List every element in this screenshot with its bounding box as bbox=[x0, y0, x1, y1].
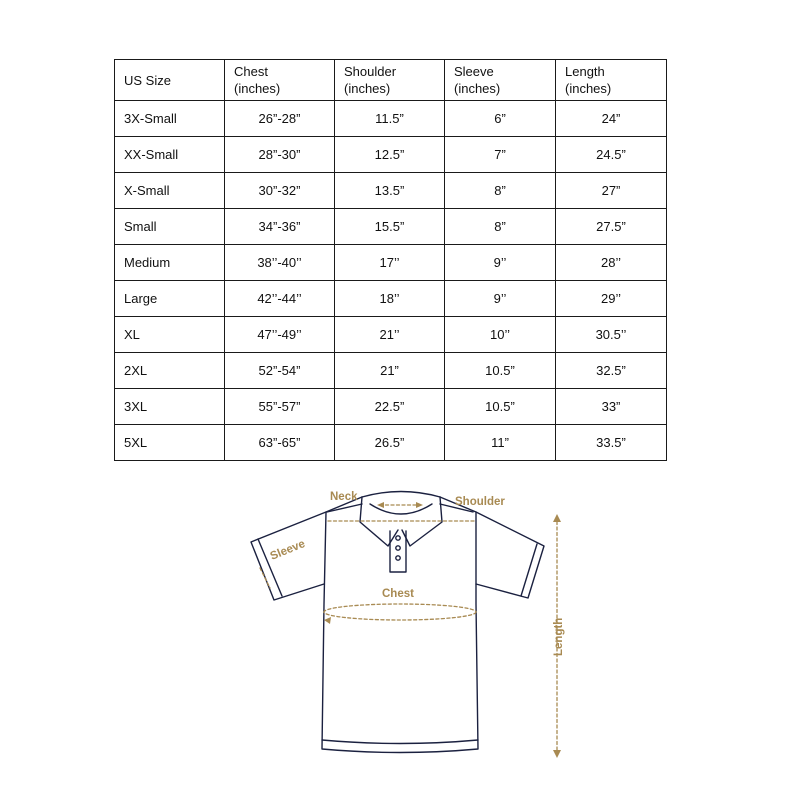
cell-sleeve: 11” bbox=[445, 425, 556, 461]
length-arrow-bottom bbox=[553, 750, 561, 758]
cell-length: 28’’ bbox=[556, 245, 667, 281]
header-chest: Chest (inches) bbox=[225, 60, 335, 101]
header-sleeve: Sleeve (inches) bbox=[445, 60, 556, 101]
cell-length: 32.5” bbox=[556, 353, 667, 389]
cell-length: 27.5” bbox=[556, 209, 667, 245]
sleeve-measure-line bbox=[260, 568, 270, 588]
length-arrow-top bbox=[553, 514, 561, 522]
cell-length: 24.5” bbox=[556, 137, 667, 173]
chest-arrow-left bbox=[324, 617, 331, 624]
neck-arrow-left bbox=[377, 502, 384, 508]
cell-chest: 55”-57” bbox=[225, 389, 335, 425]
cell-chest: 52”-54” bbox=[225, 353, 335, 389]
cell-size: Small bbox=[115, 209, 225, 245]
cell-size: 5XL bbox=[115, 425, 225, 461]
table-header-row bbox=[115, 60, 667, 101]
cell-sleeve: 10’’ bbox=[445, 317, 556, 353]
table-row-small bbox=[115, 209, 667, 245]
cell-size: 3XL bbox=[115, 389, 225, 425]
cell-size: Large bbox=[115, 281, 225, 317]
cell-length: 30.5’’ bbox=[556, 317, 667, 353]
table-row-xx-small bbox=[115, 137, 667, 173]
cell-sleeve: 9’’ bbox=[445, 281, 556, 317]
cell-shoulder: 18’’ bbox=[335, 281, 445, 317]
shirt-shoulder-seam-left bbox=[327, 504, 362, 512]
button-1 bbox=[396, 536, 400, 540]
cell-shoulder: 17’’ bbox=[335, 245, 445, 281]
cell-shoulder: 11.5” bbox=[335, 101, 445, 137]
right-sleeve-cuff bbox=[521, 544, 537, 596]
cell-shoulder: 15.5” bbox=[335, 209, 445, 245]
cell-size: XX-Small bbox=[115, 137, 225, 173]
collar-back bbox=[362, 492, 440, 498]
cell-chest: 26”-28” bbox=[225, 101, 335, 137]
table-row-xl bbox=[115, 317, 667, 353]
cell-shoulder: 21’’ bbox=[335, 317, 445, 353]
cell-length: 33.5” bbox=[556, 425, 667, 461]
cell-sleeve: 6” bbox=[445, 101, 556, 137]
table-row-x-small bbox=[115, 173, 667, 209]
cell-shoulder: 22.5” bbox=[335, 389, 445, 425]
polo-shirt-diagram bbox=[240, 484, 580, 770]
table-row-2xl bbox=[115, 353, 667, 389]
cell-length: 24” bbox=[556, 101, 667, 137]
cell-chest: 38’’-40’’ bbox=[225, 245, 335, 281]
shirt-hem-line bbox=[322, 740, 478, 744]
cell-size: X-Small bbox=[115, 173, 225, 209]
cell-sleeve: 10.5” bbox=[445, 389, 556, 425]
cell-shoulder: 12.5” bbox=[335, 137, 445, 173]
cell-sleeve: 10.5” bbox=[445, 353, 556, 389]
cell-sleeve: 8” bbox=[445, 209, 556, 245]
table-row-large bbox=[115, 281, 667, 317]
cell-chest: 47’’-49’’ bbox=[225, 317, 335, 353]
header-length: Length (inches) bbox=[556, 60, 667, 101]
size-rows bbox=[115, 101, 667, 461]
cell-chest: 42’’-44’’ bbox=[225, 281, 335, 317]
shoulder-label: Shoulder bbox=[455, 496, 505, 508]
placket bbox=[390, 531, 406, 572]
table-row-3x-small bbox=[115, 101, 667, 137]
shirt-body-outline bbox=[322, 497, 478, 753]
cell-sleeve: 7” bbox=[445, 137, 556, 173]
cell-size: 3X-Small bbox=[115, 101, 225, 137]
cell-chest: 63”-65” bbox=[225, 425, 335, 461]
neck-label: Neck bbox=[330, 491, 358, 503]
cell-size: Medium bbox=[115, 245, 225, 281]
cell-shoulder: 13.5” bbox=[335, 173, 445, 209]
header-us-size: US Size bbox=[115, 60, 225, 101]
table-row-medium bbox=[115, 245, 667, 281]
cell-shoulder: 26.5” bbox=[335, 425, 445, 461]
sleeve-label: Sleeve bbox=[268, 537, 307, 563]
cell-chest: 34”-36” bbox=[225, 209, 335, 245]
cell-size: XL bbox=[115, 317, 225, 353]
table-row-3xl bbox=[115, 389, 667, 425]
cell-size: 2XL bbox=[115, 353, 225, 389]
button-2 bbox=[396, 546, 400, 550]
size-chart-table bbox=[114, 59, 667, 461]
button-3 bbox=[396, 556, 400, 560]
length-label: Length bbox=[553, 617, 565, 656]
cell-sleeve: 8” bbox=[445, 173, 556, 209]
cell-length: 29’’ bbox=[556, 281, 667, 317]
table-row-5xl bbox=[115, 425, 667, 461]
neck-arrow-right bbox=[416, 502, 423, 508]
cell-length: 33” bbox=[556, 389, 667, 425]
cell-shoulder: 21” bbox=[335, 353, 445, 389]
header-shoulder: Shoulder (inches) bbox=[335, 60, 445, 101]
cell-chest: 30”-32” bbox=[225, 173, 335, 209]
chest-measure-ellipse bbox=[324, 604, 476, 620]
cell-length: 27” bbox=[556, 173, 667, 209]
cell-sleeve: 9’’ bbox=[445, 245, 556, 281]
cell-chest: 28”-30” bbox=[225, 137, 335, 173]
chest-label: Chest bbox=[382, 588, 414, 600]
